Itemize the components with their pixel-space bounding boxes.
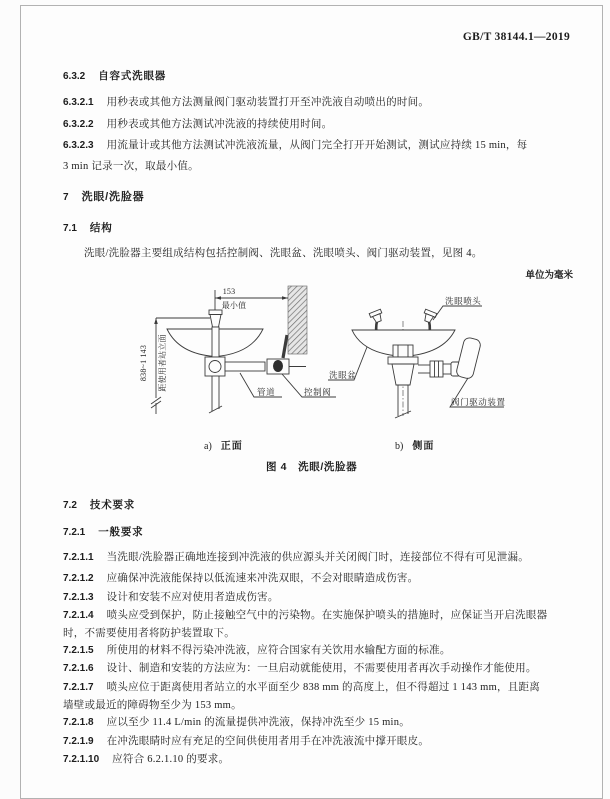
dim-height-label: 距使用者站立面 bbox=[158, 334, 167, 392]
figure-caption-b bbox=[395, 437, 434, 452]
control-valve-label: 控制阀 bbox=[304, 387, 332, 397]
clause-text: 墙壁或最近的障碍物至少为 153 mm。 bbox=[63, 700, 242, 711]
clause-text: 应符合 6.2.1.10 的要求。 bbox=[112, 754, 230, 765]
clause-7-2-1-8 bbox=[63, 716, 410, 729]
clause-number: 6.3.2.3 bbox=[63, 140, 94, 151]
clause-number: 6.3.2.1 bbox=[63, 97, 94, 108]
clause-number: 6.3.2 bbox=[63, 71, 86, 82]
clause-number: 7.2.1.7 bbox=[63, 682, 94, 693]
clause-text: 用流量计或其他方法测试冲洗液流量，从阀门完全打开开始测试，测试应持续 15 min，每 bbox=[106, 140, 528, 151]
arrow-left bbox=[215, 296, 221, 300]
clause-7-2-1-9 bbox=[63, 735, 429, 748]
dim-153-note: 最小值 bbox=[221, 301, 247, 310]
pipe-coupler bbox=[443, 364, 451, 374]
clause-number: 7.2.1.9 bbox=[63, 736, 94, 747]
basin-fitting bbox=[393, 345, 413, 357]
clause-text: 在冲洗眼睛时应有充足的空间供使用者用手在冲洗液流中撑开眼皮。 bbox=[106, 736, 430, 747]
caption-text: 侧面 bbox=[412, 441, 435, 452]
paragraph-text: 洗眼/洗脸器主要组成结构包括控制阀、洗眼盆、洗眼喷头、阀门驱动装置，见图 4。 bbox=[84, 248, 483, 259]
standard-number: GB/T 38144.1—2019 bbox=[462, 31, 570, 43]
clause-6-3-2-3 bbox=[63, 139, 527, 152]
actuator-label: 阀门驱动装置 bbox=[451, 397, 506, 407]
heading-7-1 bbox=[63, 222, 113, 235]
clause-number: 7.2.1.4 bbox=[63, 610, 94, 621]
heading-title: 自容式洗眼器 bbox=[98, 70, 167, 82]
spray-head-label: 洗眼喷头 bbox=[445, 296, 482, 306]
clause-number: 7.2.1 bbox=[63, 527, 86, 538]
clause-text: 喷头应位于距离使用者站立的水平面至少 838 mm 的高度上，但不得超过 1 143 mm，且距离 bbox=[106, 682, 541, 693]
clause-text: 当洗眼/洗脸器正确地连接到冲洗液的供应源头并关闭阀门时，连接部位不得有可见泄漏。 bbox=[106, 552, 530, 563]
valve-handle bbox=[283, 335, 287, 358]
wall-hatch bbox=[288, 286, 307, 354]
clause-7-2-1-1 bbox=[63, 551, 529, 564]
clause-text: 设计和安装不应对使用者造成伤害。 bbox=[106, 592, 279, 603]
caption-tag: b) bbox=[395, 441, 404, 452]
clause-number: 6.3.2.2 bbox=[63, 119, 94, 130]
clause-text: 设计、制造和安装的方法应为：一旦启动就能使用，不需要使用者再次手动操作才能使用。 bbox=[106, 663, 537, 674]
clause-text: 时，不需要使用者将防护装置取下。 bbox=[63, 628, 235, 639]
spray-head-leader-line bbox=[433, 306, 482, 320]
clause-7-2-1-7-cont bbox=[63, 699, 242, 712]
clause-7-2-1-3 bbox=[63, 591, 279, 604]
clause-7-2-1-5 bbox=[63, 644, 451, 657]
pipe-label: 管道 bbox=[257, 387, 276, 397]
pipe-cut-mark bbox=[209, 406, 222, 413]
clause-number: 7.2.1.8 bbox=[63, 717, 94, 728]
clause-7-2-1-2 bbox=[63, 572, 418, 585]
clause-number: 7.2.1.6 bbox=[63, 663, 94, 674]
heading-title: 一般要求 bbox=[98, 526, 144, 538]
dim-153-value: 153 bbox=[222, 287, 236, 296]
pipe-cut-mark bbox=[395, 411, 411, 418]
clause-text: 应确保冲洗液能保持以低流速来冲洗双眼，不会对眼睛造成伤害。 bbox=[106, 573, 419, 584]
heading-6-3-2 bbox=[63, 70, 166, 83]
horizontal-pipe bbox=[225, 362, 265, 371]
clause-7-2-1-4-cont bbox=[63, 627, 235, 640]
riser-pipe bbox=[212, 327, 219, 357]
figure-title: 图 4 洗眼/洗脸器 bbox=[266, 461, 358, 473]
clause-number: 7.2.1.2 bbox=[63, 573, 94, 584]
clause-text: 3 min 记录一次，取最小值。 bbox=[63, 161, 199, 172]
figure-4-drawing bbox=[130, 283, 520, 435]
clause-number: 7.1 bbox=[63, 223, 77, 234]
arrow-up bbox=[154, 318, 158, 324]
heading-title: 洗眼/洗脸器 bbox=[81, 191, 145, 203]
dim-height-value: 838~1 143 bbox=[139, 344, 148, 382]
heading-7 bbox=[63, 191, 144, 204]
paragraph-7-1 bbox=[84, 247, 483, 260]
spray-nozzle-left bbox=[369, 309, 384, 324]
clause-7-2-1-10 bbox=[63, 753, 229, 766]
clause-6-3-2-2 bbox=[63, 118, 332, 131]
clause-number: 7 bbox=[63, 192, 69, 203]
clause-number: 7.2.1.3 bbox=[63, 592, 94, 603]
figure-caption-a bbox=[204, 437, 243, 452]
clause-6-3-2-1 bbox=[63, 96, 429, 109]
clause-7-2-1-4 bbox=[63, 609, 547, 622]
clause-7-2-1-6 bbox=[63, 662, 537, 675]
clause-number: 7.2 bbox=[63, 500, 77, 511]
clause-6-3-2-3-cont bbox=[63, 160, 199, 173]
clause-text: 所使用的材料不得污染冲洗液，应符合国家有关饮用水输配方面的标准。 bbox=[106, 645, 451, 656]
clause-text: 喷头应受到保护，防止接触空气中的污染物。在实施保护喷头的措施时，应保证当开启洗眼器 bbox=[106, 610, 548, 621]
clause-number: 7.2.1.1 bbox=[63, 552, 94, 563]
figure-b-side-view bbox=[328, 296, 506, 418]
valve-actuator-paddle bbox=[455, 337, 481, 380]
valve-hub bbox=[273, 360, 283, 372]
arrow-right bbox=[282, 296, 288, 300]
heading-title: 技术要求 bbox=[89, 499, 136, 511]
drain-flange bbox=[388, 357, 418, 364]
unit-note: 单位为毫米 bbox=[525, 270, 573, 281]
break-mark bbox=[151, 397, 161, 404]
clause-7-2-1-7 bbox=[63, 681, 540, 694]
heading-7-2 bbox=[63, 499, 135, 512]
pipe-junction bbox=[205, 357, 225, 376]
spray-head bbox=[210, 315, 221, 328]
figure-a-front-view bbox=[139, 286, 336, 414]
clause-text: 应以至少 11.4 L/min 的流量提供冲洗液，保持冲洗至少 15 min。 bbox=[106, 717, 410, 728]
drain-taper bbox=[392, 364, 414, 385]
spray-nozzle-right bbox=[422, 309, 437, 324]
caption-tag: a) bbox=[204, 441, 212, 452]
basin-label: 洗眼盆 bbox=[329, 370, 357, 380]
spray-head-cap bbox=[209, 310, 222, 315]
clause-text: 用秒表或其他方法测量阀门驱动装置打开至冲洗液自动喷出的时间。 bbox=[106, 97, 430, 108]
caption-text: 正面 bbox=[220, 441, 243, 452]
hex-fitting bbox=[430, 361, 443, 377]
clause-text: 用秒表或其他方法测试冲洗液的持续使用时间。 bbox=[106, 119, 333, 130]
heading-7-2-1 bbox=[63, 526, 143, 539]
heading-title: 结构 bbox=[89, 222, 113, 234]
clause-number: 7.2.1.5 bbox=[63, 645, 94, 656]
clause-number: 7.2.1.10 bbox=[63, 754, 100, 765]
